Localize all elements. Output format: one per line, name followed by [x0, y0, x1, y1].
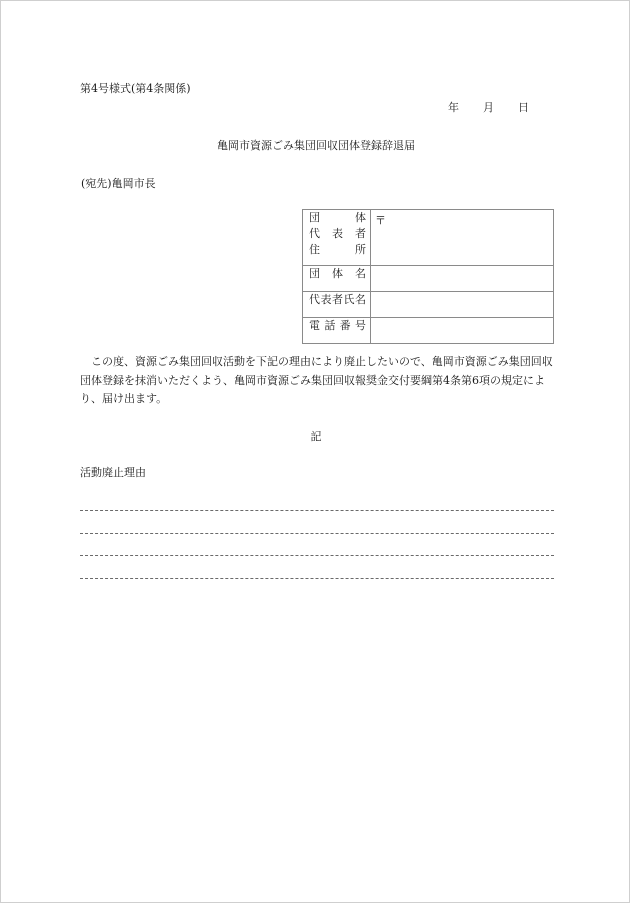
rep-name-label: 代 表 者 氏 名	[303, 292, 371, 318]
date-month: 月	[483, 101, 494, 114]
rep-address-field[interactable]	[371, 210, 554, 266]
row-group-name	[303, 266, 554, 292]
phone-field[interactable]	[371, 318, 554, 344]
reason-line[interactable]	[80, 510, 554, 511]
date-line	[448, 101, 529, 115]
rep-name-field[interactable]	[371, 292, 554, 318]
date-day: 日	[518, 101, 529, 114]
row-rep-name	[303, 292, 554, 318]
row-rep-address	[303, 210, 554, 266]
row-phone	[303, 318, 554, 344]
reason-line[interactable]	[80, 533, 554, 534]
form-number: 第4号様式(第4条関係)	[80, 82, 191, 95]
postal-mark: 〒	[375, 214, 386, 227]
rep-address-label: 団 体 代 表 者 住 所	[303, 210, 371, 266]
date-year: 年	[448, 101, 459, 114]
group-name-label: 団 体 名	[303, 266, 371, 292]
reason-label: 活動廃止理由	[80, 466, 146, 479]
reason-line[interactable]	[80, 578, 554, 579]
ki-heading: 記	[310, 430, 322, 443]
group-name-field[interactable]	[371, 266, 554, 292]
document-title: 亀岡市資源ごみ集団回収団体登録辞退届	[217, 139, 415, 152]
phone-label: 電 話 番 号	[303, 318, 371, 344]
addressee: (宛先)亀岡市長	[81, 177, 156, 190]
reason-line[interactable]	[80, 555, 554, 556]
body-paragraph: この度、資源ごみ集団回収活動を下記の理由により廃止したいので、亀岡市資源ごみ集団回収団体登録を抹消いただくよう、亀岡市資源ごみ集団回収報奨金交付要綱第4条第6項の規定により、届け出ます。	[80, 355, 553, 405]
registration-info-table	[302, 209, 554, 344]
